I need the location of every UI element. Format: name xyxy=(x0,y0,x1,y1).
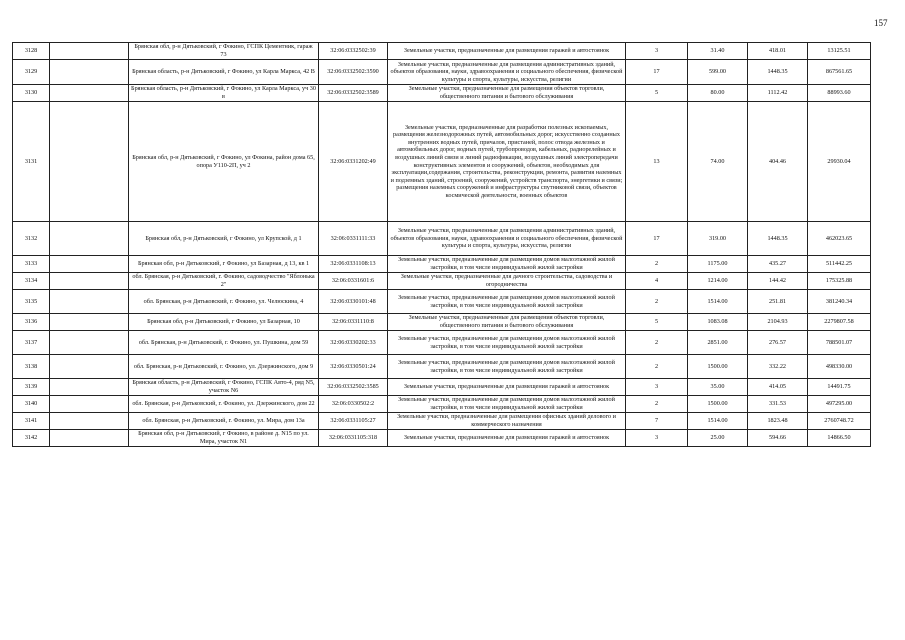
table-row xyxy=(13,379,871,396)
purpose-group-cell: 3 xyxy=(626,43,688,60)
area-cell: 1214.00 xyxy=(688,273,748,290)
row-number: 3135 xyxy=(13,290,50,314)
row-number: 3140 xyxy=(13,396,50,413)
purpose-group-cell: 17 xyxy=(626,222,688,256)
land-registry-table xyxy=(12,42,871,447)
row-number: 3141 xyxy=(13,413,50,430)
row-spacer xyxy=(50,430,129,447)
row-number: 3139 xyxy=(13,379,50,396)
row-number: 3133 xyxy=(13,256,50,273)
land-purpose-cell: Земельные участки, предназначенные для размещения объектов торговли, общественного питания и бытового обслуживания xyxy=(388,85,626,102)
table-row xyxy=(13,396,871,413)
land-purpose-cell: Земельные участки, предназначенные для размещения административных зданий, объектов образования, науки, здравоохранения и социального обеспечения, физической культуры и спорта, культуры, искусства, религии xyxy=(388,222,626,256)
cadastral-number-cell: 32:06:0331105:318 xyxy=(319,430,388,447)
purpose-group-cell: 3 xyxy=(626,430,688,447)
cadastral-number-cell: 32:06:0331108:13 xyxy=(319,256,388,273)
area-cell: 1083.08 xyxy=(688,314,748,331)
cadastral-value-cell: 2279807.58 xyxy=(808,314,871,331)
purpose-group-cell: 13 xyxy=(626,102,688,222)
area-cell: 2851.00 xyxy=(688,331,748,355)
address-cell: Брянская область, р-н Дятьковский, г Фокино, ул Карла Маркса, 42 В xyxy=(129,60,319,85)
area-cell: 31.40 xyxy=(688,43,748,60)
table-body xyxy=(13,43,871,447)
address-cell: Брянская обл, р-н Дятьковский, г Фокино, в районе д. N15 по ул. Мира, участок N1 xyxy=(129,430,319,447)
unit-value-cell: 414.05 xyxy=(748,379,808,396)
cadastral-number-cell: 32:06:0330501:24 xyxy=(319,355,388,379)
address-cell: обл. Брянская, р-н Дятьковский, г. Фокино, ул. Челюскина, 4 xyxy=(129,290,319,314)
area-cell: 1175.00 xyxy=(688,256,748,273)
table-row xyxy=(13,85,871,102)
land-purpose-cell: Земельные участки, предназначенные для размещения административных зданий, объектов образования, науки, здравоохранения и социального обеспечения, физической культуры и спорта, культуры, искусства, религии xyxy=(388,60,626,85)
row-number: 3137 xyxy=(13,331,50,355)
unit-value-cell: 404.46 xyxy=(748,102,808,222)
table-row xyxy=(13,314,871,331)
address-cell: Брянская область, р-н Дятьковский, г Фокино, ГСПК Авто-4, ряд N5, участок N6 xyxy=(129,379,319,396)
unit-value-cell: 2104.93 xyxy=(748,314,808,331)
address-cell: обл. Брянская, р-н Дятьковский, г. Фокино, ул. Пушкина, дом 59 xyxy=(129,331,319,355)
land-purpose-cell: Земельные участки, предназначенные для размещения домов малоэтажной жилой застройки, в том числе индивидуальной жилой застройки xyxy=(388,331,626,355)
cadastral-value-cell: 511442.25 xyxy=(808,256,871,273)
table-row xyxy=(13,331,871,355)
land-purpose-cell: Земельные участки, предназначенные для размещения гаражей и автостоянок xyxy=(388,379,626,396)
unit-value-cell: 1823.48 xyxy=(748,413,808,430)
cadastral-value-cell: 2760748.72 xyxy=(808,413,871,430)
purpose-group-cell: 3 xyxy=(626,379,688,396)
table-row xyxy=(13,102,871,222)
land-purpose-cell: Земельные участки, предназначенные для размещения гаражей и автостоянок xyxy=(388,430,626,447)
row-spacer xyxy=(50,379,129,396)
cadastral-value-cell: 29930.04 xyxy=(808,102,871,222)
address-cell: обл. Брянская, р-н Дятьковский, г. Фокино, ул. Дзержинского, дом 9 xyxy=(129,355,319,379)
area-cell: 1500.00 xyxy=(688,396,748,413)
table-row xyxy=(13,222,871,256)
unit-value-cell: 1448.35 xyxy=(748,60,808,85)
row-spacer xyxy=(50,85,129,102)
unit-value-cell: 251.81 xyxy=(748,290,808,314)
cadastral-number-cell: 32:06:0331202:49 xyxy=(319,102,388,222)
cadastral-value-cell: 381240.34 xyxy=(808,290,871,314)
land-purpose-cell: Земельные участки, предназначенные для размещения домов малоэтажной жилой застройки, в том числе индивидуальной жилой застройки xyxy=(388,290,626,314)
address-cell: обл. Брянская, р-н Дятьковский, г. Фокино, садоводчество "Яблонька 2" xyxy=(129,273,319,290)
land-purpose-cell: Земельные участки, предназначенные для размещения домов малоэтажной жилой застройки, в том числе индивидуальной жилой застройки xyxy=(388,355,626,379)
row-spacer xyxy=(50,256,129,273)
purpose-group-cell: 2 xyxy=(626,396,688,413)
purpose-group-cell: 2 xyxy=(626,331,688,355)
address-cell: Брянская обл, р-н Дятьковский, г Фокино, ГСПК Цементник, гараж 73 xyxy=(129,43,319,60)
cadastral-value-cell: 14491.75 xyxy=(808,379,871,396)
address-cell: Брянская область, р-н Дятьковский, г Фокино, ул Карла Маркса, уч 30 в xyxy=(129,85,319,102)
land-purpose-cell: Земельные участки, предназначенные для разработки полезных ископаемых, размещения железнодорожных путей, автомобильных дорог, искусственно созданных внутренних водных путей, причалов, пристаней, полос отвода железных и автомобильных дорог, водных путей, трубопроводов, кабельных, радиорелейных и воздушных линий связи и линий радиофикации, воздушных линий электропередачи конструктивных элементов и сооружений, объектов, необходимых для эксплуатации,содержания, строительства, реконструкции, ремонта, развития наземных и подземных зданий, строений, сооружений, устройств транспорта, энергетики и связи; размещения наземных сооружений и инфраструктуры спутниковой связи, объектов космической деятельности, военных объектов xyxy=(388,102,626,222)
purpose-group-cell: 4 xyxy=(626,273,688,290)
cadastral-number-cell: 32:06:0331111:33 xyxy=(319,222,388,256)
purpose-group-cell: 17 xyxy=(626,60,688,85)
cadastral-value-cell: 88993.60 xyxy=(808,85,871,102)
land-purpose-cell: Земельные участки, предназначенные для размещения гаражей и автостоянок xyxy=(388,43,626,60)
unit-value-cell: 1448.35 xyxy=(748,222,808,256)
cadastral-value-cell: 13125.51 xyxy=(808,43,871,60)
address-cell: Брянская обл, р-н Дятьковский, г Фокино, ул Базарная, д 13, кв 1 xyxy=(129,256,319,273)
unit-value-cell: 276.57 xyxy=(748,331,808,355)
table-row xyxy=(13,273,871,290)
row-number: 3132 xyxy=(13,222,50,256)
cadastral-value-cell: 867561.65 xyxy=(808,60,871,85)
row-spacer xyxy=(50,273,129,290)
purpose-group-cell: 2 xyxy=(626,256,688,273)
cadastral-number-cell: 32:06:0330202:33 xyxy=(319,331,388,355)
table-row xyxy=(13,413,871,430)
table-row xyxy=(13,43,871,60)
area-cell: 319.00 xyxy=(688,222,748,256)
purpose-group-cell: 2 xyxy=(626,290,688,314)
table-row xyxy=(13,256,871,273)
unit-value-cell: 594.66 xyxy=(748,430,808,447)
row-spacer xyxy=(50,413,129,430)
row-number: 3136 xyxy=(13,314,50,331)
unit-value-cell: 418.01 xyxy=(748,43,808,60)
page-number: 157 xyxy=(874,18,888,28)
cadastral-number-cell: 32:06:0332502:3585 xyxy=(319,379,388,396)
cadastral-number-cell: 32:06:0332502:39 xyxy=(319,43,388,60)
table-row xyxy=(13,355,871,379)
row-spacer xyxy=(50,355,129,379)
land-purpose-cell: Земельные участки, предназначенные для размещения офисных зданий делового и коммерческого назначения xyxy=(388,413,626,430)
row-spacer xyxy=(50,396,129,413)
purpose-group-cell: 5 xyxy=(626,314,688,331)
row-spacer xyxy=(50,331,129,355)
row-spacer xyxy=(50,314,129,331)
row-spacer xyxy=(50,222,129,256)
land-purpose-cell: Земельные участки, предназначенные для дачного строительства, садоводства и огородничества xyxy=(388,273,626,290)
cadastral-number-cell: 32:06:0331601:6 xyxy=(319,273,388,290)
row-number: 3138 xyxy=(13,355,50,379)
purpose-group-cell: 7 xyxy=(626,413,688,430)
cadastral-value-cell: 498330.00 xyxy=(808,355,871,379)
area-cell: 74.00 xyxy=(688,102,748,222)
cadastral-value-cell: 788501.07 xyxy=(808,331,871,355)
table-row xyxy=(13,430,871,447)
unit-value-cell: 1112.42 xyxy=(748,85,808,102)
unit-value-cell: 332.22 xyxy=(748,355,808,379)
row-spacer xyxy=(50,102,129,222)
table-row xyxy=(13,60,871,85)
table-row xyxy=(13,290,871,314)
row-number: 3128 xyxy=(13,43,50,60)
area-cell: 35.00 xyxy=(688,379,748,396)
cadastral-number-cell: 32:06:0330101:48 xyxy=(319,290,388,314)
area-cell: 1514.00 xyxy=(688,413,748,430)
cadastral-number-cell: 32:06:0331110:8 xyxy=(319,314,388,331)
cadastral-value-cell: 14866.50 xyxy=(808,430,871,447)
cadastral-number-cell: 32:06:0330502:2 xyxy=(319,396,388,413)
area-cell: 80.00 xyxy=(688,85,748,102)
row-spacer xyxy=(50,43,129,60)
address-cell: обл. Брянская, р-н Дятьковский, г. Фокино, ул. Дзержинского, дом 22 xyxy=(129,396,319,413)
address-cell: обл. Брянская, р-н Дятьковский, г. Фокино, ул. Мира, дом 13а xyxy=(129,413,319,430)
row-number: 3130 xyxy=(13,85,50,102)
cadastral-value-cell: 462023.65 xyxy=(808,222,871,256)
cadastral-number-cell: 32:06:0331105:27 xyxy=(319,413,388,430)
row-spacer xyxy=(50,290,129,314)
land-purpose-cell: Земельные участки, предназначенные для размещения домов малоэтажной жилой застройки, в том числе индивидуальной жилой застройки xyxy=(388,396,626,413)
area-cell: 1514.00 xyxy=(688,290,748,314)
address-cell: Брянская обл, р-н Дятьковский, г Фокино, ул Базарная, 10 xyxy=(129,314,319,331)
purpose-group-cell: 2 xyxy=(626,355,688,379)
row-number: 3142 xyxy=(13,430,50,447)
row-number: 3131 xyxy=(13,102,50,222)
purpose-group-cell: 5 xyxy=(626,85,688,102)
land-purpose-cell: Земельные участки, предназначенные для размещения домов малоэтажной жилой застройки, в том числе индивидуальной жилой застройки xyxy=(388,256,626,273)
unit-value-cell: 331.53 xyxy=(748,396,808,413)
cadastral-value-cell: 175325.88 xyxy=(808,273,871,290)
row-number: 3134 xyxy=(13,273,50,290)
cadastral-number-cell: 32:06:0332502:3590 xyxy=(319,60,388,85)
land-purpose-cell: Земельные участки, предназначенные для размещения объектов торговли, общественного питания и бытового обслуживания xyxy=(388,314,626,331)
cadastral-number-cell: 32:06:0332502:3589 xyxy=(319,85,388,102)
cadastral-value-cell: 497295.00 xyxy=(808,396,871,413)
address-cell: Брянская обл, р-н Дятьковский, г Фокино, ул Крупской, д 1 xyxy=(129,222,319,256)
row-spacer xyxy=(50,60,129,85)
area-cell: 599.00 xyxy=(688,60,748,85)
unit-value-cell: 435.27 xyxy=(748,256,808,273)
row-number: 3129 xyxy=(13,60,50,85)
address-cell: Брянская обл, р-н Дятьковский, г Фокино, ул Фокина, район дома 65, опора У110-2П, уч 2 xyxy=(129,102,319,222)
area-cell: 25.00 xyxy=(688,430,748,447)
area-cell: 1500.00 xyxy=(688,355,748,379)
unit-value-cell: 144.42 xyxy=(748,273,808,290)
